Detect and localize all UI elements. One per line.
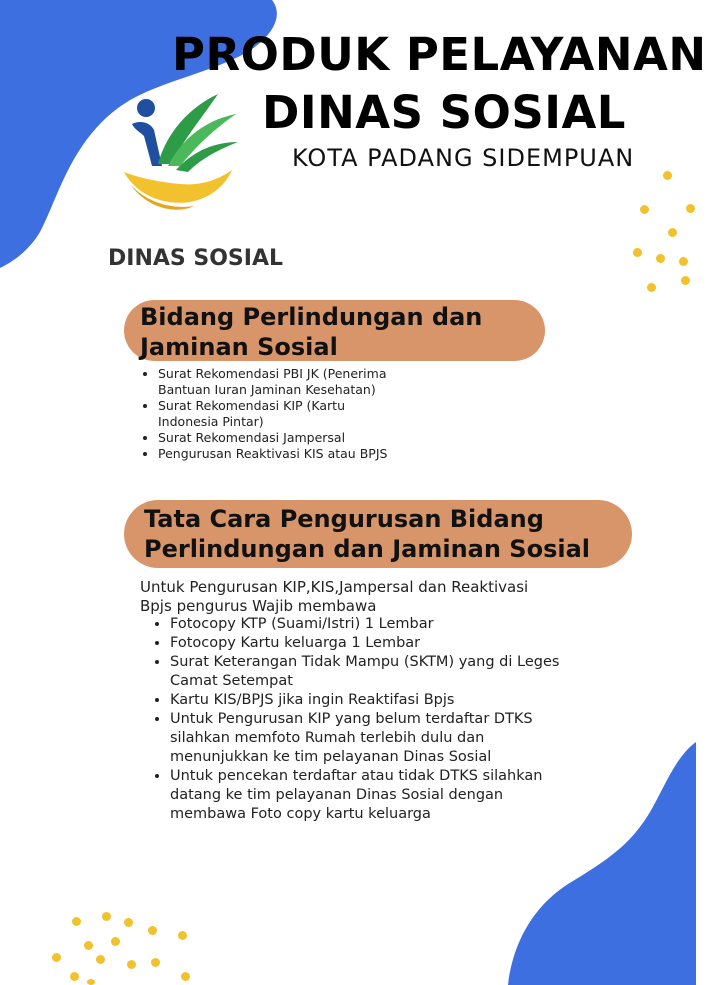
page-title-line1: PRODUK PELAYANAN: [172, 28, 707, 81]
list-item: • Kartu KIS/BPJS jika ingin Reaktifasi Bpjs: [170, 691, 570, 710]
logo-text: DINAS SOSIAL: [108, 246, 284, 271]
list-item: • Surat Rekomendasi KIP (Kartu Indonesia Pintar): [158, 398, 398, 430]
list-item: • Surat Keterangan Tidak Mampu (SKTM) yang di Leges Camat Setempat: [170, 653, 570, 691]
section1-list: [142, 366, 398, 462]
list-item: • Fotocopy Kartu keluarga 1 Lembar: [170, 634, 570, 653]
page-title-line2: DINAS SOSIAL: [262, 86, 626, 139]
list-item: • Surat Rekomendasi PBI JK (Penerima Bantuan Iuran Jaminan Kesehatan): [158, 366, 398, 398]
section1-title: Bidang Perlindungan dan Jaminan Sosial: [140, 303, 483, 361]
list-item: • Untuk Pengurusan KIP yang belum terdaftar DTKS silahkan memfoto Rumah terlebih dulu dan menunjukkan ke tim pelayanan Dinas Sosial: [170, 710, 570, 767]
list-item: • Surat Rekomendasi Jampersal: [158, 430, 398, 446]
section2-header: [124, 500, 632, 568]
section2-list: [150, 615, 570, 824]
kemensos-logo-icon: [118, 86, 248, 216]
list-item: • Untuk pencekan terdaftar atau tidak DTKS silahkan datang ke tim pelayanan Dinas Sosial dengan membawa Foto copy kartu keluarga: [170, 767, 570, 824]
section1-header: [124, 300, 545, 361]
section2-title: Tata Cara Pengurusan Bidang Perlindungan dan Jaminan Sosial: [144, 505, 591, 563]
section2-intro: Untuk Pengurusan KIP,KIS,Jampersal dan Reaktivasi Bpjs pengurus Wajib membawa: [140, 578, 529, 615]
list-item: • Fotocopy KTP (Suami/Istri) 1 Lembar: [170, 615, 570, 634]
list-item: • Pengurusan Reaktivasi KIS atau BPJS: [158, 446, 398, 462]
page-subtitle: KOTA PADANG SIDEMPUAN: [292, 144, 635, 172]
